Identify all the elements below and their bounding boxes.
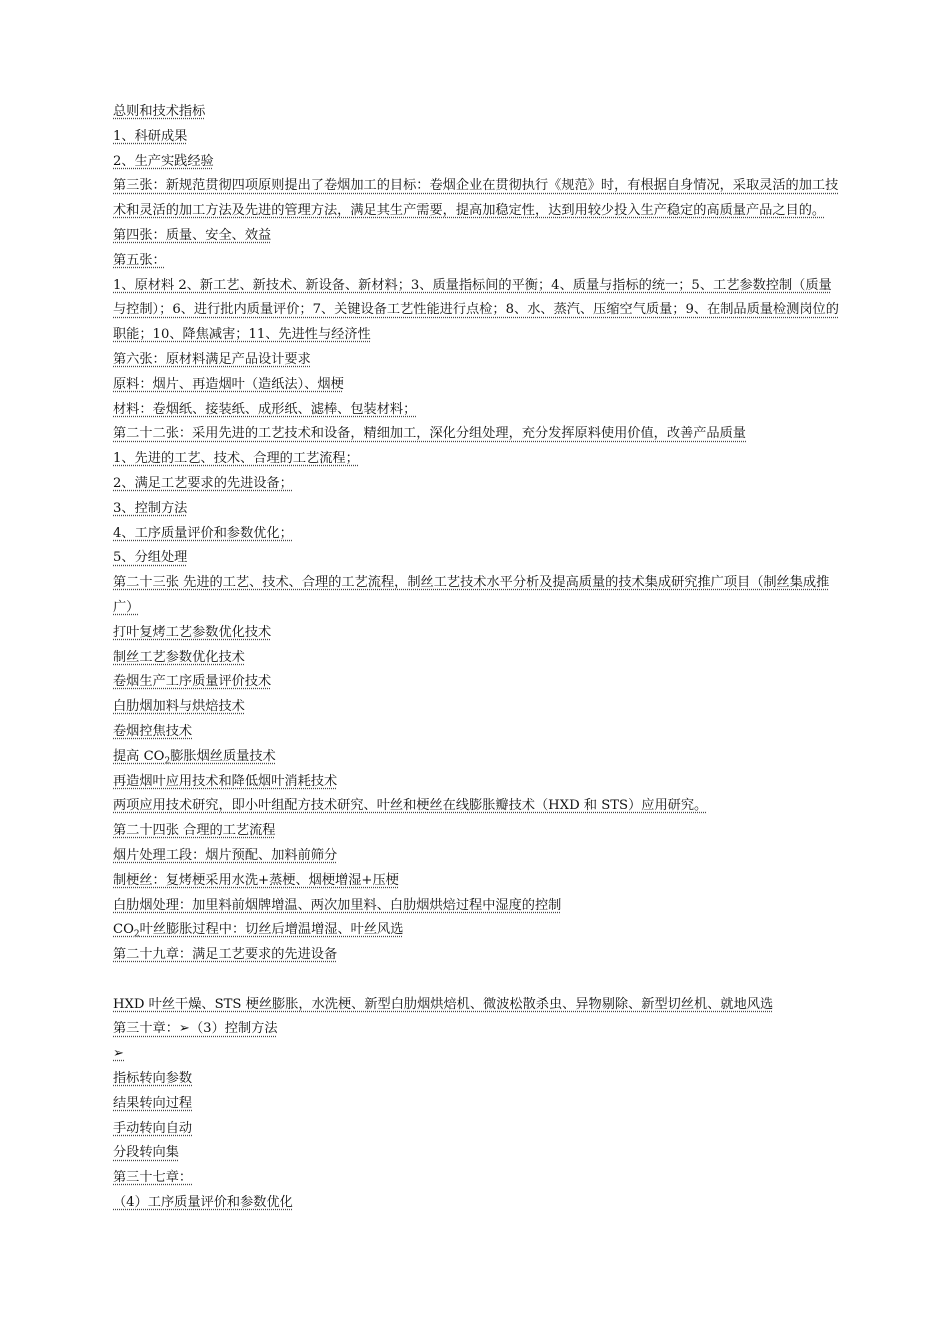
doc-line [113,670,841,695]
line-text: 分段转向集 [113,1145,179,1161]
doc-line [113,100,841,125]
doc-line [113,943,841,968]
doc-line [113,1191,841,1216]
line-text: 3、控制方法 [113,500,188,516]
line-text: 烟片处理工段：烟片预配、加料前筛分 [113,847,338,863]
line-text: 第四张：质量、安全、效益 [113,227,272,243]
co2-suffix: 叶丝膨胀过程中：切丝后增温增湿、叶丝风选 [139,922,404,938]
line-text: 白肋烟处理：加里料前烟牌增温、两次加里料、白肋烟烘焙过程中湿度的控制 [113,897,562,913]
doc-line [113,249,841,274]
doc-line [113,794,841,819]
doc-line [113,546,841,571]
line-text: 材料：卷烟纸、接装纸、成形纸、滤棒、包装材料； [113,401,417,417]
doc-line [113,422,841,447]
doc-line [113,918,841,943]
doc-line [113,1067,841,1092]
line-text: 卷烟生产工序质量评价技术 [113,674,272,690]
doc-line [113,646,841,671]
blank-line [113,968,841,993]
co2-suffix: 膨胀烟丝质量技术 [170,748,276,764]
doc-line [113,398,841,423]
line-text: 白肋烟加料与烘焙技术 [113,699,245,715]
line-text: 总则和技术指标 [113,104,206,119]
line-text: 5、分组处理 [113,550,188,566]
line-text: 卷烟控焦技术 [113,723,193,739]
co2-subscript: 2 [133,929,140,940]
doc-line [113,720,841,745]
doc-line [113,1042,841,1067]
co2-line-text [113,922,404,940]
line-text: 第二十四张 合理的工艺流程 [113,823,276,839]
document-body [113,100,841,1216]
doc-line [113,819,841,844]
doc-paragraph [113,571,841,621]
line-text: 第二十九章：满足工艺要求的先进设备 [113,947,338,963]
co2-line-text [113,748,276,767]
doc-line [113,224,841,249]
co2-prefix: CO [113,922,134,938]
doc-line [113,993,841,1018]
co2-prefix: 提高 CO [113,748,165,764]
doc-line [113,348,841,373]
co2-subscript: 2 [164,756,171,767]
line-text: 2、满足工艺要求的先进设备； [113,475,293,491]
line-text: 制丝工艺参数优化技术 [113,649,245,665]
doc-line [113,894,841,919]
line-text: 指标转向参数 [113,1071,193,1087]
line-text: 第二十二张：采用先进的工艺技术和设备，精细加工，深化分组处理，充分发挥原料使用价值，改善产品质量 [113,426,746,442]
line-text: 手动转向自动 [113,1120,193,1136]
line-text: 第三十章：➢（3）控制方法 [113,1021,278,1037]
doc-line [113,1166,841,1191]
doc-paragraph [113,274,841,348]
line-text: HXD 叶丝干燥、STS 梗丝膨胀，水洗梗、新型白肋烟烘焙机、微波松散杀虫、异物剔除、新型切丝机、就地风选 [113,996,774,1012]
doc-line [113,695,841,720]
doc-line [113,621,841,646]
doc-line [113,770,841,795]
doc-line [113,447,841,472]
line-text: 第六张：原材料满足产品设计要求 [113,351,311,367]
doc-line [113,522,841,547]
doc-line [113,497,841,522]
doc-paragraph [113,174,841,224]
doc-line [113,373,841,398]
line-text: 再造烟叶应用技术和降低烟叶消耗技术 [113,773,338,789]
line-text: 1、先进的工艺、技术、合理的工艺流程； [113,451,359,467]
line-text: （4）工序质量评价和参数优化 [113,1195,293,1211]
line-text: 4、工序质量评价和参数优化； [113,525,293,541]
line-text: 打叶复烤工艺参数优化技术 [113,624,272,640]
line-text: 原料：烟片、再造烟叶（造纸法）、烟梗 [113,376,344,392]
line-text: 结果转向过程 [113,1095,193,1111]
line-text: 制梗丝：复烤梗采用水洗+蒸梗、烟梗增湿+压梗 [113,872,399,888]
doc-line [113,745,841,770]
doc-line [113,472,841,497]
doc-line [113,150,841,175]
line-text: 1、科研成果 [113,128,188,144]
line-text: 第二十三张 先进的工艺、技术、合理的工艺流程，制丝工艺技术水平分析及提高质量的技术集成研究推广项目（制丝集成推广） [113,575,830,615]
doc-line [113,125,841,150]
doc-line [113,844,841,869]
line-text: 第三十七章： [113,1170,193,1186]
line-text: 1、原材料 2、新工艺、新技术、新设备、新材料；3、质量指标间的平衡；4、质量与指标的统一；5、工艺参数控制（质量与控制）；6、进行批内质量评价；7、关键设备工艺性能进行点检；8、水、蒸汽、压缩空气质量；9、在制品质量检测岗位的职能；10、降焦减害；11、先进性与经济性 [113,277,839,343]
doc-line [113,869,841,894]
doc-line [113,1117,841,1142]
line-text: 第五张： [113,252,166,268]
line-text: 2、生产实践经验 [113,153,214,169]
doc-line [113,1092,841,1117]
line-text: 第三张：新规范贯彻四项原则提出了卷烟加工的目标：卷烟企业在贯彻执行《规范》时，有根据自身情况，采取灵活的加工技术和灵活的加工方法及先进的管理方法，满足其生产需要，提高加稳定性，达到用较少投入生产稳定的高质量产品之目的。 [113,178,839,219]
arrow-bullet: ➢ [113,1046,125,1062]
line-text: 两项应用技术研究，即小叶组配方技术研究、叶丝和梗丝在线膨胀瓣技术（HXD 和 STS）应用研究。 [113,798,708,814]
doc-line [113,1141,841,1166]
doc-line [113,1017,841,1042]
